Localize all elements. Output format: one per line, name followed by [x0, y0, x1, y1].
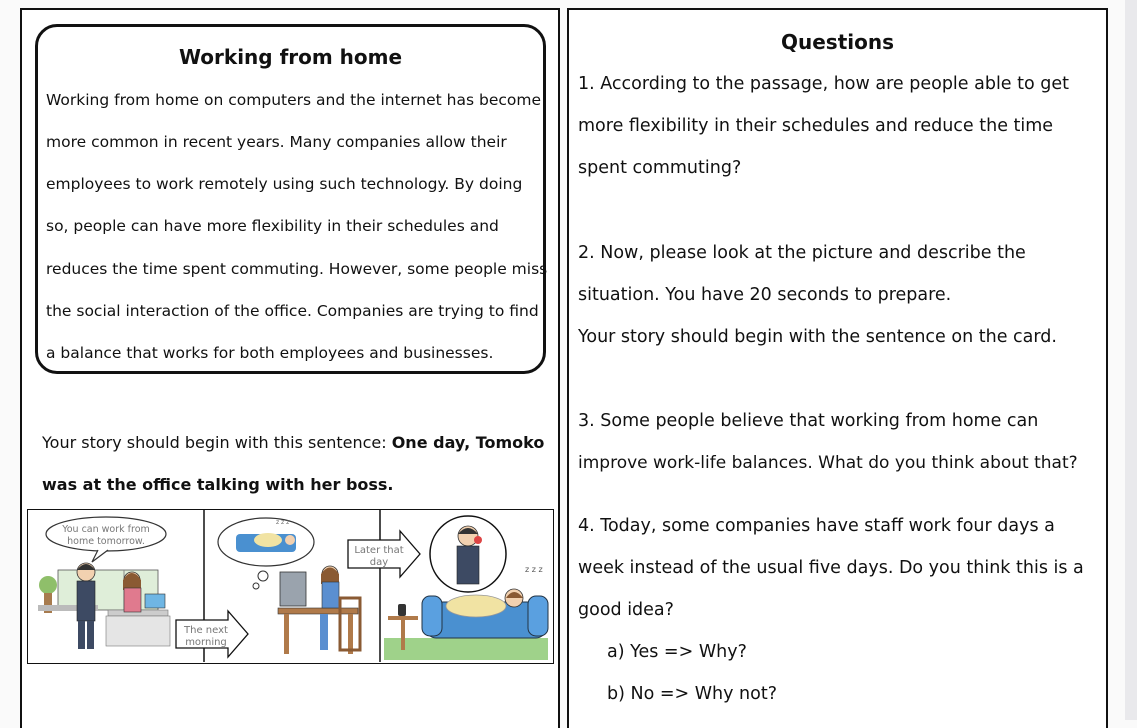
rug: [384, 638, 548, 660]
question-2-line: situation. You have 20 seconds to prepare.: [578, 285, 952, 305]
passage-line: so, people can have more flexibility in their schedules and: [46, 217, 499, 235]
arrow-text: The next: [184, 625, 228, 636]
passage-line: the social interaction of the office. Companies are trying to find: [46, 302, 539, 320]
prompt-lead: Your story should begin with this sentence:: [42, 433, 392, 452]
passage-line: reduces the time spent commuting. However, some people miss: [46, 260, 548, 278]
sleep-zzz: z z z: [525, 565, 543, 574]
question-4-line: good idea?: [578, 600, 674, 620]
passage-line: more common in recent years. Many companies allow their: [46, 133, 507, 151]
passage-line: Working from home on computers and the internet has become: [46, 91, 542, 109]
questions-title: Questions: [780, 30, 894, 54]
arrow-text: Later that: [354, 545, 404, 556]
blanket: [446, 595, 506, 617]
thought-zzz: z z z: [276, 519, 290, 526]
arrow-text: morning: [185, 637, 227, 648]
speech-text: You can work from: [62, 524, 150, 535]
smartphone-icon: [398, 604, 406, 616]
arrow-text: day: [369, 557, 389, 568]
question-4-line: 4. Today, some companies have staff work four days a: [578, 516, 1055, 536]
passage-line: employees to work remotely using such technology. By doing: [46, 175, 523, 193]
option-a: a) Yes => Why?: [607, 642, 747, 662]
questions-card: [567, 8, 1108, 728]
phone-icon: [474, 536, 482, 544]
passage-line: a balance that works for both employees and businesses.: [46, 344, 494, 362]
panel-office: [38, 517, 170, 649]
question-2-line: Your story should begin with the sentence on the card.: [578, 327, 1057, 347]
desk: [278, 608, 358, 614]
plant-icon: [39, 576, 57, 594]
passage-box: [35, 24, 546, 374]
question-2-line: 2. Now, please look at the picture and describe the: [578, 243, 1026, 263]
comic-strip: [27, 509, 554, 664]
comic-illustration: [28, 510, 552, 662]
question-3-line: 3. Some people believe that working from home can: [578, 411, 1039, 431]
passage-card: [20, 8, 560, 728]
side-table: [388, 616, 418, 620]
boss-body: [77, 581, 95, 621]
panel-couch: [384, 516, 548, 660]
passage-title: Working from home: [178, 45, 403, 69]
computer-monitor: [280, 572, 306, 606]
story-prompt: [42, 433, 544, 452]
option-b: b) No => Why not?: [607, 684, 778, 704]
question-4-line: week instead of the usual five days. Do you think this is a: [578, 558, 1084, 578]
arrow-later-that-day: [348, 531, 420, 577]
prompt-bold-start: One day, Tomoko: [391, 433, 545, 452]
question-1-line: spent commuting?: [578, 158, 742, 178]
arrow-next-morning: [176, 611, 248, 657]
story-prompt-continued: [42, 475, 394, 494]
question-3-line: improve work-life balances. What do you think about that?: [578, 453, 1078, 473]
prompt-bold-end: was at the office talking with her boss.: [42, 475, 394, 494]
window-edge: [1125, 0, 1137, 720]
speech-text: home tomorrow.: [67, 536, 145, 547]
tomoko-body: [124, 588, 141, 612]
question-1-line: more flexibility in their schedules and reduce the time: [578, 116, 1054, 136]
question-1-line: 1. According to the passage, how are people able to get: [578, 74, 1070, 94]
